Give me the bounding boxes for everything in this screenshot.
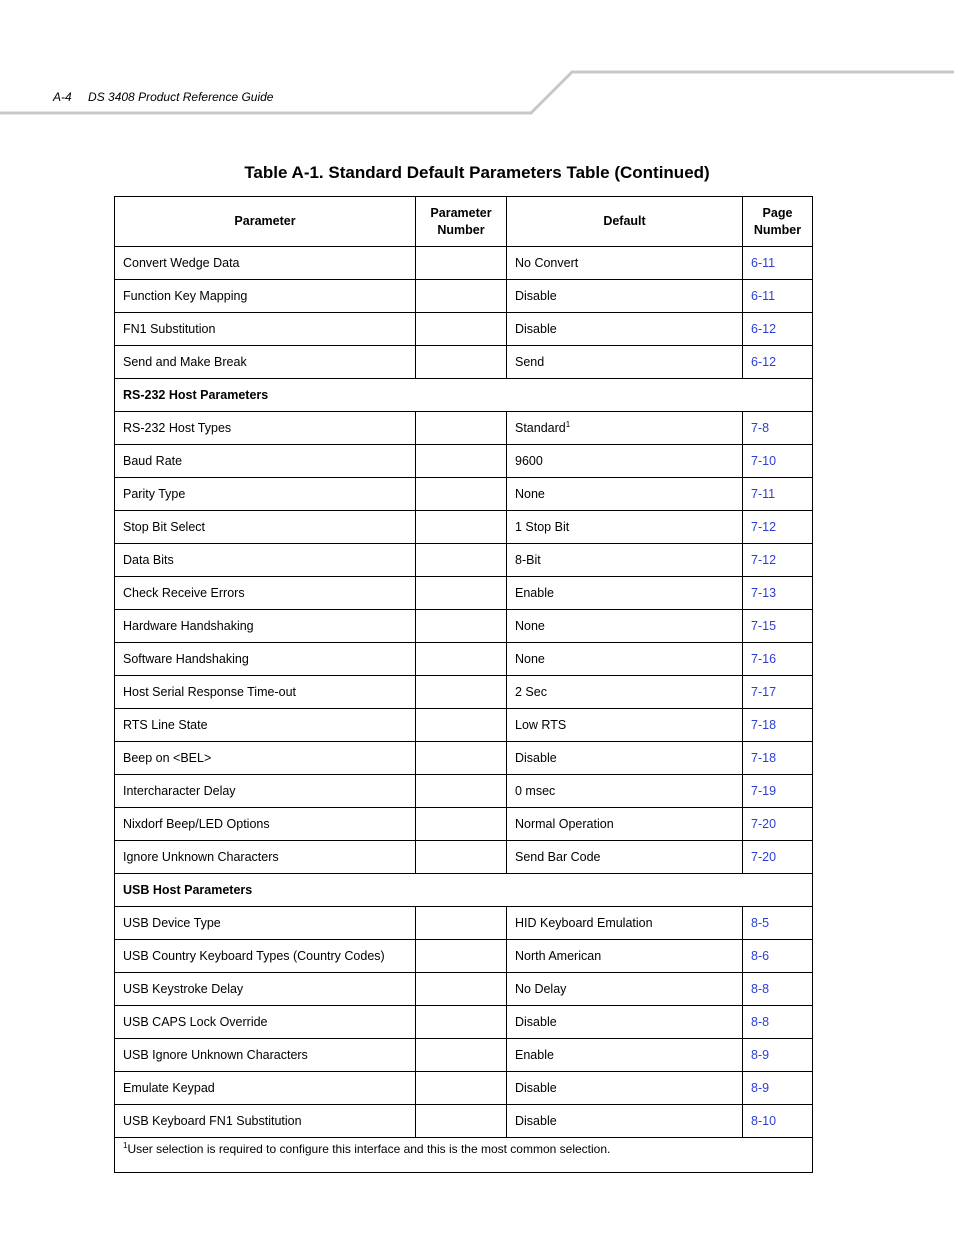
param-number-cell: [416, 544, 507, 577]
col-page-number: [743, 197, 813, 247]
param-cell: FN1 Substitution: [115, 313, 416, 346]
table-row: [115, 709, 813, 742]
param-cell: Send and Make Break: [115, 346, 416, 379]
table-row: [115, 313, 813, 346]
default-cell: Disable: [507, 1072, 743, 1105]
param-cell: USB Keystroke Delay: [115, 973, 416, 1006]
col-parameter-number: [416, 197, 507, 247]
param-number-cell: [416, 742, 507, 775]
table-row: [115, 775, 813, 808]
page-link[interactable]: 6-12: [743, 313, 813, 346]
default-cell: Enable: [507, 1039, 743, 1072]
default-cell: 2 Sec: [507, 676, 743, 709]
section-row-usb: [115, 874, 813, 907]
param-number-cell: [416, 478, 507, 511]
table-row: [115, 346, 813, 379]
default-cell: None: [507, 643, 743, 676]
param-cell: RTS Line State: [115, 709, 416, 742]
param-cell: Hardware Handshaking: [115, 610, 416, 643]
param-cell: USB CAPS Lock Override: [115, 1006, 416, 1039]
table-row: [115, 544, 813, 577]
page-link[interactable]: 7-16: [743, 643, 813, 676]
param-number-cell: [416, 1006, 507, 1039]
page-link[interactable]: 7-17: [743, 676, 813, 709]
table-row: [115, 1072, 813, 1105]
section-row-rs232: [115, 379, 813, 412]
table-row: [115, 610, 813, 643]
page-link[interactable]: 6-11: [743, 247, 813, 280]
param-number-cell: [416, 280, 507, 313]
default-cell: 8-Bit: [507, 544, 743, 577]
default-cell: None: [507, 478, 743, 511]
page-link[interactable]: 8-5: [743, 907, 813, 940]
guide-title: DS 3408 Product Reference Guide: [88, 90, 274, 104]
table-row: [115, 676, 813, 709]
param-number-cell: [416, 1039, 507, 1072]
default-cell: 0 msec: [507, 775, 743, 808]
page-link[interactable]: 7-18: [743, 742, 813, 775]
table-row: [115, 478, 813, 511]
table-row: [115, 511, 813, 544]
param-cell: USB Keyboard FN1 Substitution: [115, 1105, 416, 1138]
param-number-cell: [416, 775, 507, 808]
table-row: [115, 280, 813, 313]
default-cell: Disable: [507, 1006, 743, 1039]
default-cell: Disable: [507, 313, 743, 346]
default-cell: HID Keyboard Emulation: [507, 907, 743, 940]
param-number-cell: [416, 445, 507, 478]
page-link[interactable]: 7-8: [743, 412, 813, 445]
param-cell: Host Serial Response Time-out: [115, 676, 416, 709]
table-row: [115, 940, 813, 973]
table-row: [115, 412, 813, 445]
table-row: [115, 643, 813, 676]
param-number-cell: [416, 841, 507, 874]
table-row: [115, 577, 813, 610]
param-number-cell: [416, 643, 507, 676]
default-cell: North American: [507, 940, 743, 973]
table-row: [115, 247, 813, 280]
footnote-mark: 1: [123, 1141, 128, 1150]
table-row: [115, 973, 813, 1006]
page-link[interactable]: 7-10: [743, 445, 813, 478]
page-link[interactable]: 8-9: [743, 1072, 813, 1105]
param-cell: Convert Wedge Data: [115, 247, 416, 280]
param-cell: Stop Bit Select: [115, 511, 416, 544]
param-cell: RS-232 Host Types: [115, 412, 416, 445]
section-label: RS-232 Host Parameters: [115, 379, 813, 412]
table-row: [115, 1105, 813, 1138]
default-parameters-table: [114, 196, 813, 1173]
param-number-cell: [416, 973, 507, 1006]
page-link[interactable]: 8-8: [743, 1006, 813, 1039]
col-parameter: Parameter: [115, 197, 416, 247]
default-cell: Enable: [507, 577, 743, 610]
table-caption: Table A-1. Standard Default Parameters Table (Continued): [244, 163, 710, 182]
param-number-cell: [416, 676, 507, 709]
param-number-cell: [416, 577, 507, 610]
footnote-text: User selection is required to configure this interface and this is the most common selection.: [127, 1142, 611, 1156]
table-row: [115, 808, 813, 841]
page-link[interactable]: 7-20: [743, 841, 813, 874]
default-cell: Send Bar Code: [507, 841, 743, 874]
default-cell: None: [507, 610, 743, 643]
page-link[interactable]: 8-9: [743, 1039, 813, 1072]
page-link[interactable]: 7-12: [743, 544, 813, 577]
default-cell: Disable: [507, 742, 743, 775]
page-link[interactable]: 7-19: [743, 775, 813, 808]
page-link[interactable]: 6-11: [743, 280, 813, 313]
param-cell: Baud Rate: [115, 445, 416, 478]
col-page-number-label: Page Number: [753, 205, 802, 237]
table-row: [115, 841, 813, 874]
param-number-cell: [416, 1072, 507, 1105]
default-cell: Send: [507, 346, 743, 379]
default-cell: Disable: [507, 280, 743, 313]
default-cell: 1 Stop Bit: [507, 511, 743, 544]
param-cell: Intercharacter Delay: [115, 775, 416, 808]
param-cell: Function Key Mapping: [115, 280, 416, 313]
param-number-cell: [416, 511, 507, 544]
param-number-cell: [416, 1105, 507, 1138]
param-cell: Data Bits: [115, 544, 416, 577]
param-number-cell: [416, 313, 507, 346]
page-number: A-4: [53, 90, 72, 104]
param-cell: USB Country Keyboard Types (Country Codes): [115, 940, 416, 973]
page-link[interactable]: 6-12: [743, 346, 813, 379]
page-link[interactable]: 7-18: [743, 709, 813, 742]
table-row: [115, 742, 813, 775]
param-number-cell: [416, 247, 507, 280]
page-link[interactable]: 8-10: [743, 1105, 813, 1138]
param-number-cell: [416, 346, 507, 379]
footnote-ref: 1: [565, 420, 571, 430]
param-cell: Emulate Keypad: [115, 1072, 416, 1105]
section-label: USB Host Parameters: [115, 874, 813, 907]
footnote: [115, 1138, 813, 1173]
page-link[interactable]: 7-15: [743, 610, 813, 643]
param-cell: USB Ignore Unknown Characters: [115, 1039, 416, 1072]
default-cell: Low RTS: [507, 709, 743, 742]
default-cell: [507, 412, 743, 445]
page-link[interactable]: 8-8: [743, 973, 813, 1006]
col-parameter-number-label: Parameter Number: [430, 205, 492, 237]
table-row: [115, 445, 813, 478]
param-number-cell: [416, 808, 507, 841]
page-link[interactable]: 7-13: [743, 577, 813, 610]
page-link[interactable]: 7-11: [743, 478, 813, 511]
param-number-cell: [416, 709, 507, 742]
table-row: [115, 907, 813, 940]
footnote-row: [115, 1138, 813, 1173]
param-cell: Check Receive Errors: [115, 577, 416, 610]
param-cell: USB Device Type: [115, 907, 416, 940]
default-value: Standard: [515, 421, 566, 436]
param-cell: Ignore Unknown Characters: [115, 841, 416, 874]
param-cell: Beep on <BEL>: [115, 742, 416, 775]
param-cell: Nixdorf Beep/LED Options: [115, 808, 416, 841]
table-row: [115, 1039, 813, 1072]
default-cell: No Delay: [507, 973, 743, 1006]
table-header-row: [115, 197, 813, 247]
page-link[interactable]: 8-6: [743, 940, 813, 973]
default-cell: Normal Operation: [507, 808, 743, 841]
param-cell: Software Handshaking: [115, 643, 416, 676]
col-default: Default: [507, 197, 743, 247]
param-number-cell: [416, 610, 507, 643]
running-header: [53, 90, 273, 104]
default-cell: No Convert: [507, 247, 743, 280]
default-cell: 9600: [507, 445, 743, 478]
param-cell: Parity Type: [115, 478, 416, 511]
page-link[interactable]: 7-12: [743, 511, 813, 544]
page-link[interactable]: 7-20: [743, 808, 813, 841]
param-number-cell: [416, 907, 507, 940]
param-number-cell: [416, 940, 507, 973]
param-number-cell: [416, 412, 507, 445]
table-row: [115, 1006, 813, 1039]
default-cell: Disable: [507, 1105, 743, 1138]
